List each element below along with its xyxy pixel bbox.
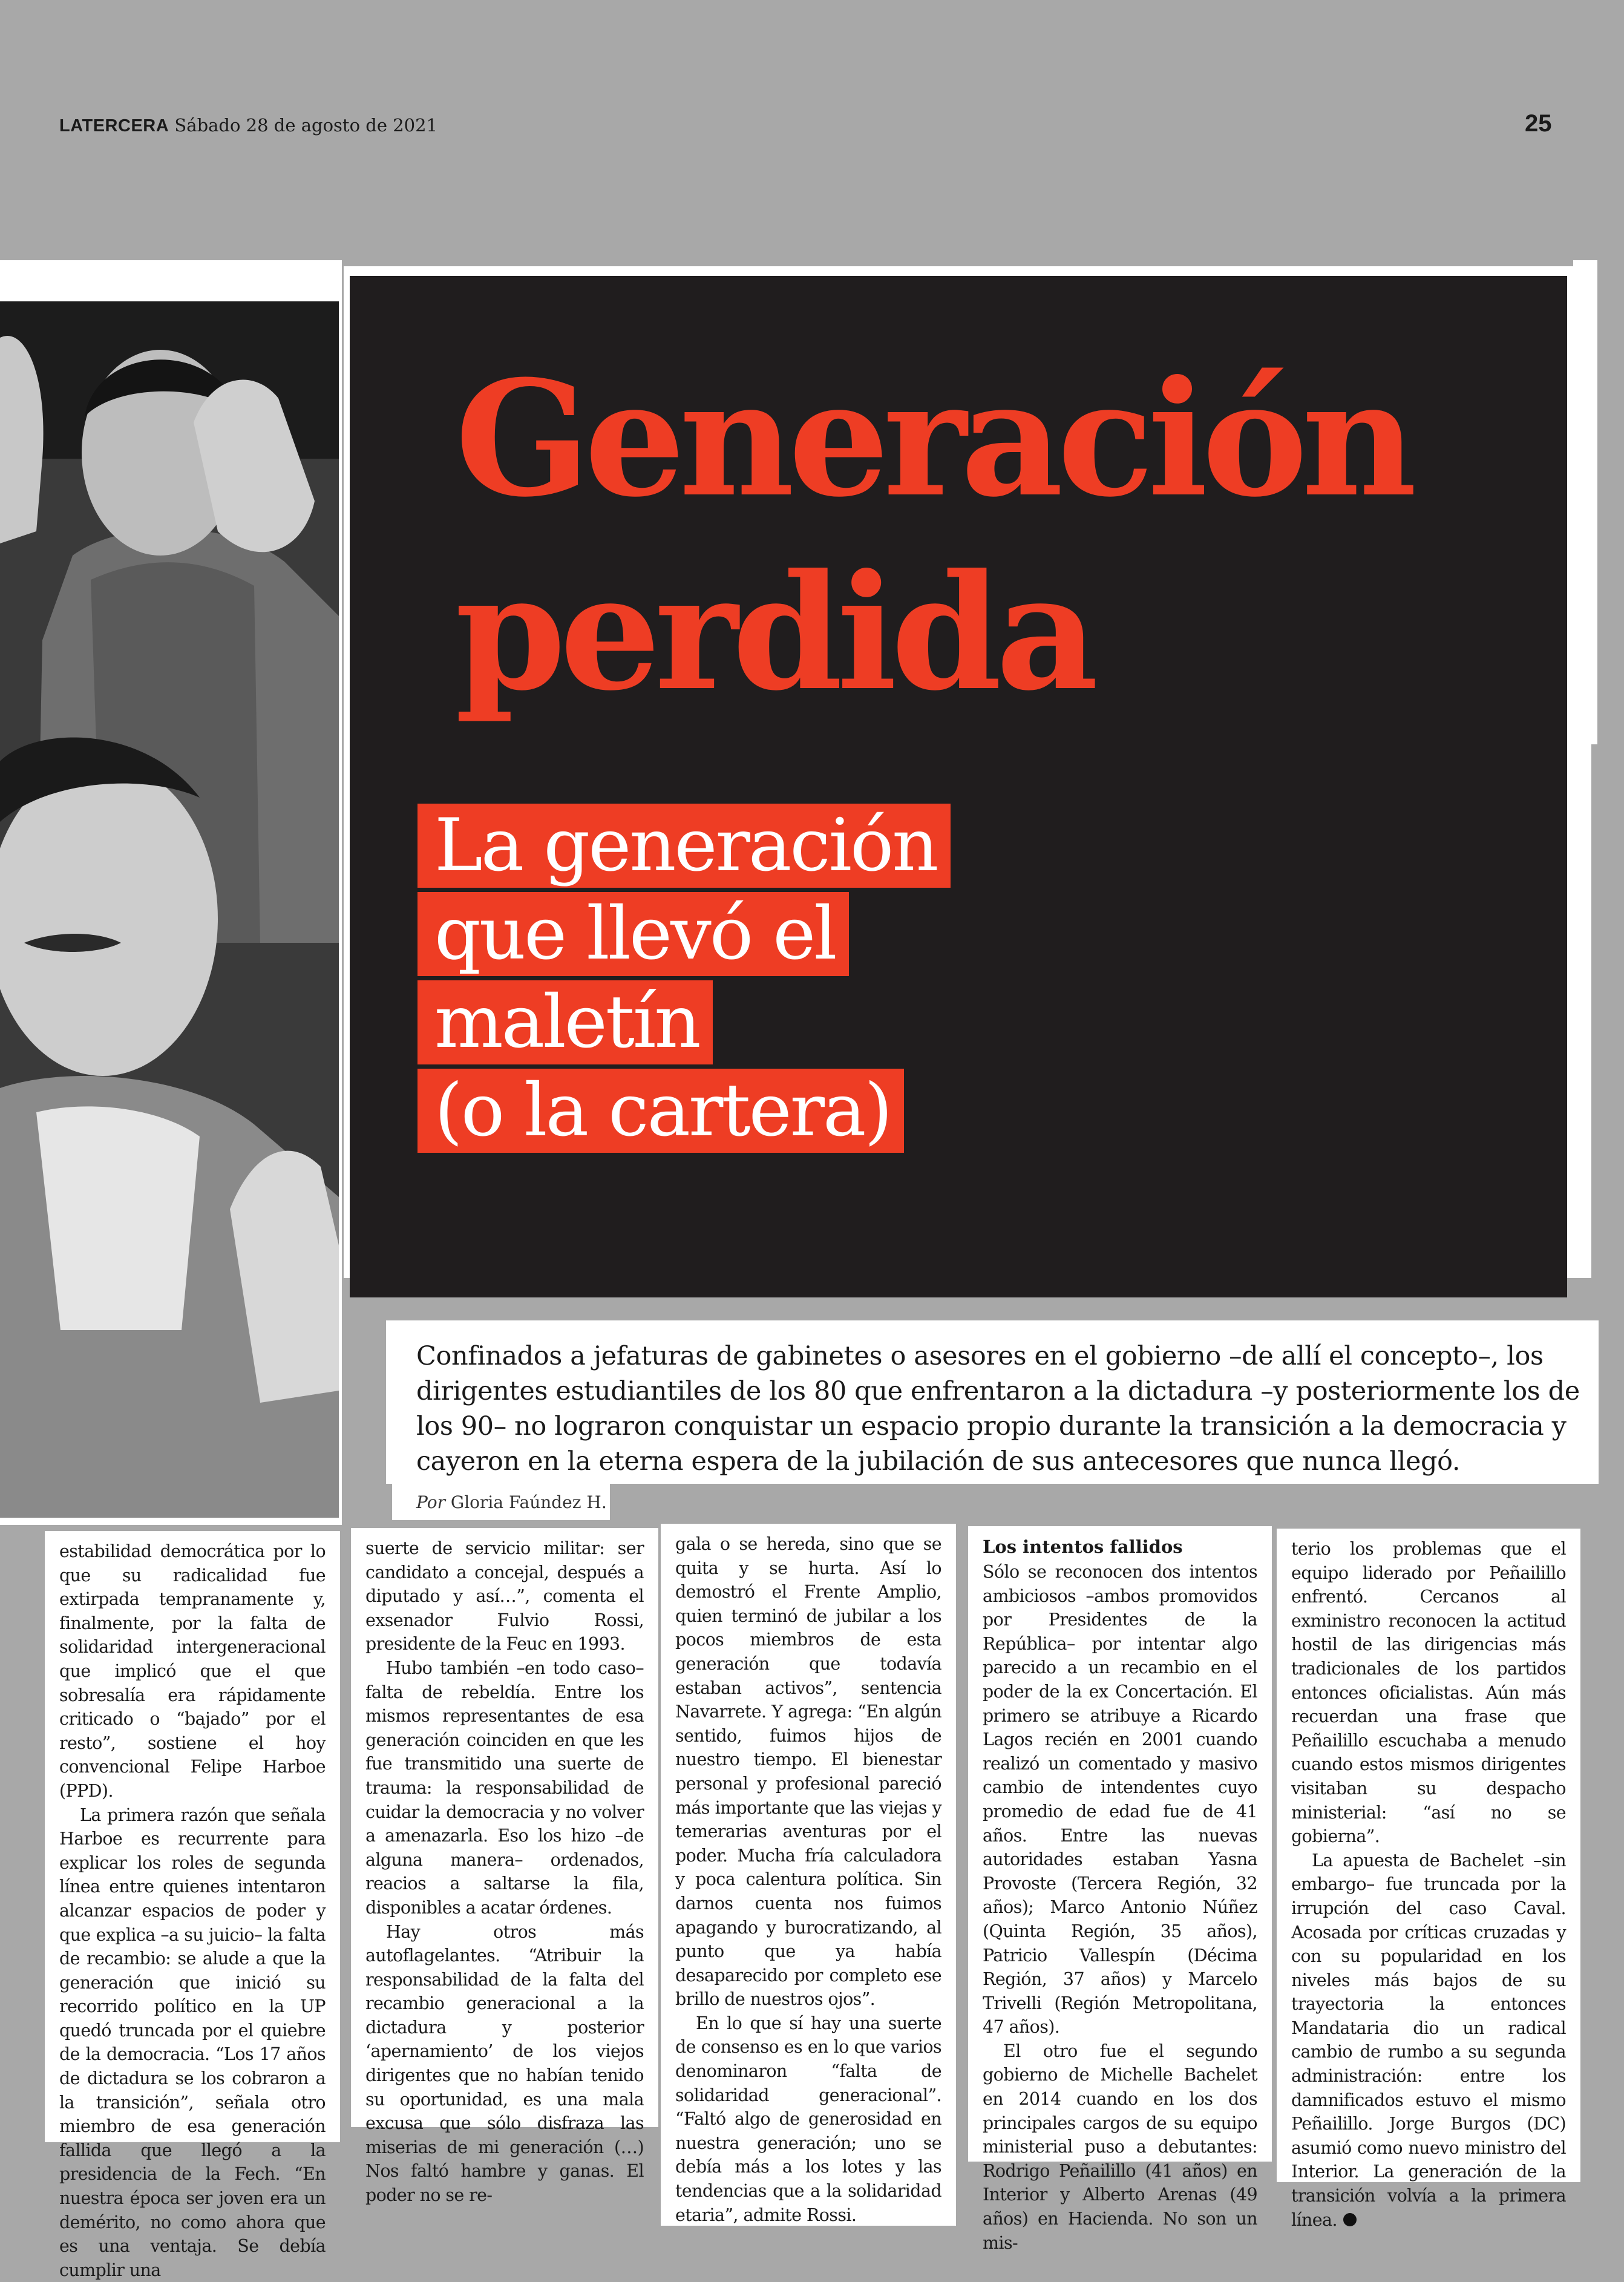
- body-column-3: [661, 1524, 956, 2226]
- paragraph: gala o se hereda, sino que se quita y se hurta. Así lo demostró el Frente Amplio, quien terminó de jubilar a los pocos miembros de esta generación que todavía estaban activos”, sentencia Navarrete. Y agrega: “En algún sentido, fuimos hijos de nuestro tiempo. El bienestar personal y profesional pareció más importante que las viejas y temerarias aventuras por el poder. Mucha fría calculadora y poca calentura política. Sin darnos cuenta nos fuimos apagando y burocratizando, al punto que ya había desaparecido por completo ese brillo de nuestros ojos”.: [675, 1534, 941, 2010]
- newspaper-brand: LATERCERA: [59, 116, 169, 136]
- paragraph: En lo que sí hay una suerte de consenso es en lo que varios denominaron “falta de solidaridad generacional”. “Faltó algo de generosidad en nuestra generación; uno se debía más a los lotes y las tendencias que a la solidaridad etaria”, admite Rossi.: [675, 2013, 941, 2225]
- paragraph: El otro fue el segundo gobierno de Michelle Bachelet en 2014 cuando en los dos principales cargos de su equipo ministerial puso a debutantes: Rodrigo Peñailillo (41 años) en Interior y Alberto Arenas (49 años) en Hacienda. No son un mis-: [983, 2041, 1257, 2253]
- subtitle-line: que llevó el: [417, 892, 849, 976]
- subtitle: [417, 802, 962, 1155]
- paragraph: La primera razón que señala Harboe es recurrente para explicar los roles de segunda línea entre quienes intentaron alcanzar espacios de poder y que explica –a su juicio– la falta de recambio: se alude a que la generación que inició su recorrido político en la UP quedó truncada por el quiebre de la democracia. “Los 17 años de dictadura se los cobraron a la transición”, señala otro miembro de esa generación fallida que llegó a la presidencia de la Fech. “En nuestra época ser joven era un demérito, no como ahora que es una ventaja. Se debía cumplir una: [59, 1805, 326, 2280]
- body-column-5: [1277, 1529, 1580, 2230]
- byline-author: Gloria Faúndez H.: [450, 1492, 607, 1512]
- section-heading: Los intentos fallidos: [983, 1536, 1183, 1557]
- paragraph: Hubo también –en todo caso– falta de rebeldía. Entre los mismos representantes de esa generación coinciden en que les fue transmitido una suerte de trauma: la responsabilidad de cuidar la democracia y no volver a amenazarla. Eso los hizo –de alguna manera– ordenados, reacios a saltarse la fila, disponibles a acatar órdenes.: [365, 1657, 644, 1918]
- subtitle-line: maletín: [417, 980, 713, 1064]
- headline-line-2: perdida: [455, 539, 1093, 726]
- paragraph: Sólo se reconocen dos intentos ambiciosos –ambos promovidos por Presidentes de la República– por intentar algo parecido a un recambio en el poder de la ex Concertación. El primero se atribuye a Ricardo Lagos recién en 2001 cuando realizó un comentado y masivo cambio de intendentes cuyo promedio de edad fue de 41 años. Entre las nuevas autoridades estaban Yasna Provoste (Tercera Región, 32 años); Marco Antonio Núñez (Quinta Región, 35 años), Patricio Vallespín (Décima Región, 37 años) y Marcelo Trivelli (Región Metropolitana, 47 años).: [983, 1562, 1257, 2038]
- page-number: 25: [1525, 110, 1552, 137]
- paragraph: suerte de servicio militar: ser candidato a concejal, después a diputado y así…”, comenta el exsenador Fulvio Rossi, presidente de la Feuc en 1993.: [365, 1538, 644, 1654]
- archive-photo: [0, 301, 339, 1518]
- headline-line-1: Generación: [455, 346, 1411, 532]
- paragraph-text: La apuesta de Bachelet –sin embargo– fue truncada por la irrupción del caso Caval. Acosada por críticas cruzadas y con su popularidad en los niveles más bajos de su trayectoria la entonces Mandataria dio un radical cambio de rumbo a su segunda administración: entre los damnificados estuvo el mismo Peñailillo. Jorge Burgos (DC) asumió como nuevo ministro del Interior. La generación de la transición volvía a la primera línea.: [1291, 1850, 1566, 2230]
- photo-illustration: [0, 301, 339, 1518]
- title-frame-edge: [1573, 260, 1597, 744]
- paragraph: terio los problemas que el equipo liderado por Peñailillo enfrentó. Cercanos al exministro reconocen la actitud hostil de las dirigencias más tradicionales de los partidos entonces oficialistas. Aún más recuerdan una frase que Peñailillo escuchaba a menudo cuando estos mismos dirigentes visitaban su despacho ministerial: “así no se gobierna”.: [1291, 1539, 1566, 1847]
- paragraph: Hay otros más autoflagelantes. “Atribuir la responsabilidad de la falta del recambio generacional a la dictadura y posterior ‘apernamiento’ de los viejos dirigentes que no habían tenido su oportunidad, es una mala excusa que sólo disfraza las miserias de mi generación (…) Nos faltó hambre y ganas. El poder no se re-: [365, 1921, 644, 2206]
- lede: Confinados a jefaturas de gabinetes o asesores en el gobierno –de allí el concepto–, los dirigentes estudiantiles de los 80 que enfrentaron a la dictadura –y posteriormente los de los 90– no lograron conquistar un espacio propio durante la transición a la democracia y cayeron en la eterna espera de la jubilación de sus antecesores que nunca llegó.: [416, 1341, 1580, 1477]
- headline: [455, 342, 1568, 729]
- body-column-1: [45, 1531, 340, 2280]
- body-column-2: [351, 1528, 658, 2206]
- byline-prefix: Por: [416, 1492, 445, 1512]
- subtitle-line: (o la cartera): [417, 1069, 904, 1153]
- body-column-4: [968, 1526, 1272, 2253]
- subtitle-line: La generación: [417, 804, 951, 888]
- paragraph: estabilidad democrática por lo que su radicalidad fue extirpada tempranamente y, finalmente, por la falta de solidaridad intergeneracional que implicó que el que sobresalía era rápidamente criticado o “bajado” por el resto”, sostiene el hoy convencional Felipe Harboe (PPD).: [59, 1541, 326, 1801]
- issue-date: Sábado 28 de agosto de 2021: [174, 115, 437, 136]
- folio: [59, 115, 437, 136]
- end-of-article-icon: [1343, 2213, 1357, 2226]
- byline: [416, 1492, 607, 1512]
- paragraph: [1291, 1849, 1566, 2232]
